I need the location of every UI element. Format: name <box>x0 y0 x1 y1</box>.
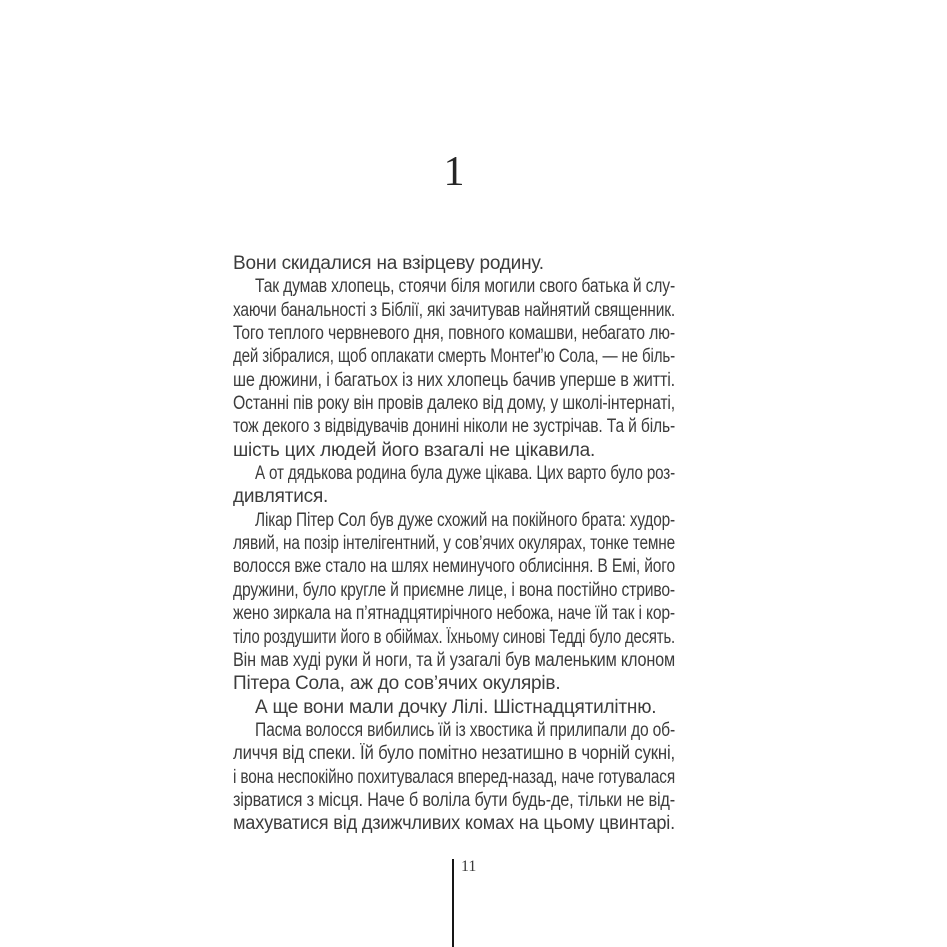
text-line: тіло роздушити його в обіймах. Їхньому синові Тедді було десять. <box>233 626 675 648</box>
text-line: Пасма волосся вибились їй із хвостика й прилипали до об- <box>255 719 675 741</box>
text-line: А от дядькова родина була дуже цікава. Цих варто було роз- <box>255 463 675 485</box>
body-text <box>233 252 675 836</box>
text-line: дивлятися. <box>233 486 329 508</box>
text-line: зірватися з місця. Наче б воліла бути будь-де, тільки не від- <box>233 789 675 811</box>
text-line: Пітера Сола, аж до сов’ячих окулярів. <box>233 673 561 695</box>
text-line: ше дюжини, і багатьох із них хлопець бачив уперше в житті. <box>233 369 675 391</box>
paragraph <box>233 252 675 275</box>
text-line: Вони скидалися на взірцеву родину. <box>233 253 544 274</box>
paragraph <box>233 509 675 696</box>
text-line: жено зиркала на п’ятнадцятирічного небожа, наче їй так і кор- <box>233 603 675 625</box>
text-line: А ще вони мали дочку Лілі. Шістнадцятилітню. <box>255 696 657 718</box>
text-line: лявий, на позір інтелігентний, у сов’ячих окулярах, тонке темне <box>233 533 675 555</box>
page-number: 11 <box>461 858 477 875</box>
text-line: дружини, було кругле й приємне лице, і вона постійно стриво- <box>233 579 675 601</box>
text-line: Лікар Пітер Сол був дуже схожий на покійного брата: худор- <box>255 509 675 531</box>
paragraph <box>233 696 675 719</box>
text-line: і вона неспокійно похитувалася вперед-назад, наче готувалася <box>233 766 675 788</box>
chapter-number: 1 <box>443 149 465 195</box>
text-line: махуватися від дзижчливих комах на цьому цвинтарі. <box>233 813 675 835</box>
text-line: шість цих людей його взагалі не цікавила. <box>233 439 596 461</box>
text-line: личчя від спеки. Їй було помітно незатишно в чорній сукні, <box>233 743 675 765</box>
paragraph <box>233 462 675 509</box>
text-line: дей зібралися, щоб оплакати смерть Монтеґ’ю Сола, — не біль- <box>233 346 675 368</box>
paragraph <box>233 719 675 836</box>
text-line: Того теплого червневого дня, повного комашви, небагато лю- <box>233 323 675 345</box>
text-line: Останні пів року він провів далеко від дому, у школі-інтернаті, <box>233 393 675 415</box>
paragraph <box>233 275 675 462</box>
text-line: хаючи банальності з Біблії, які зачитував найнятий священник. <box>233 299 675 321</box>
footer-divider-line <box>452 859 454 947</box>
text-line: Так думав хлопець, стоячи біля могили свого батька й слу- <box>255 276 675 298</box>
text-line: Він мав худі руки й ноги, та й узагалі був маленьким клоном <box>233 649 675 671</box>
text-line: тож декого з відвідувачів донині ніколи не зустрічав. Та й біль- <box>233 416 675 438</box>
text-line: волосся вже стало на шлях неминучого облисіння. В Емі, його <box>233 556 675 578</box>
